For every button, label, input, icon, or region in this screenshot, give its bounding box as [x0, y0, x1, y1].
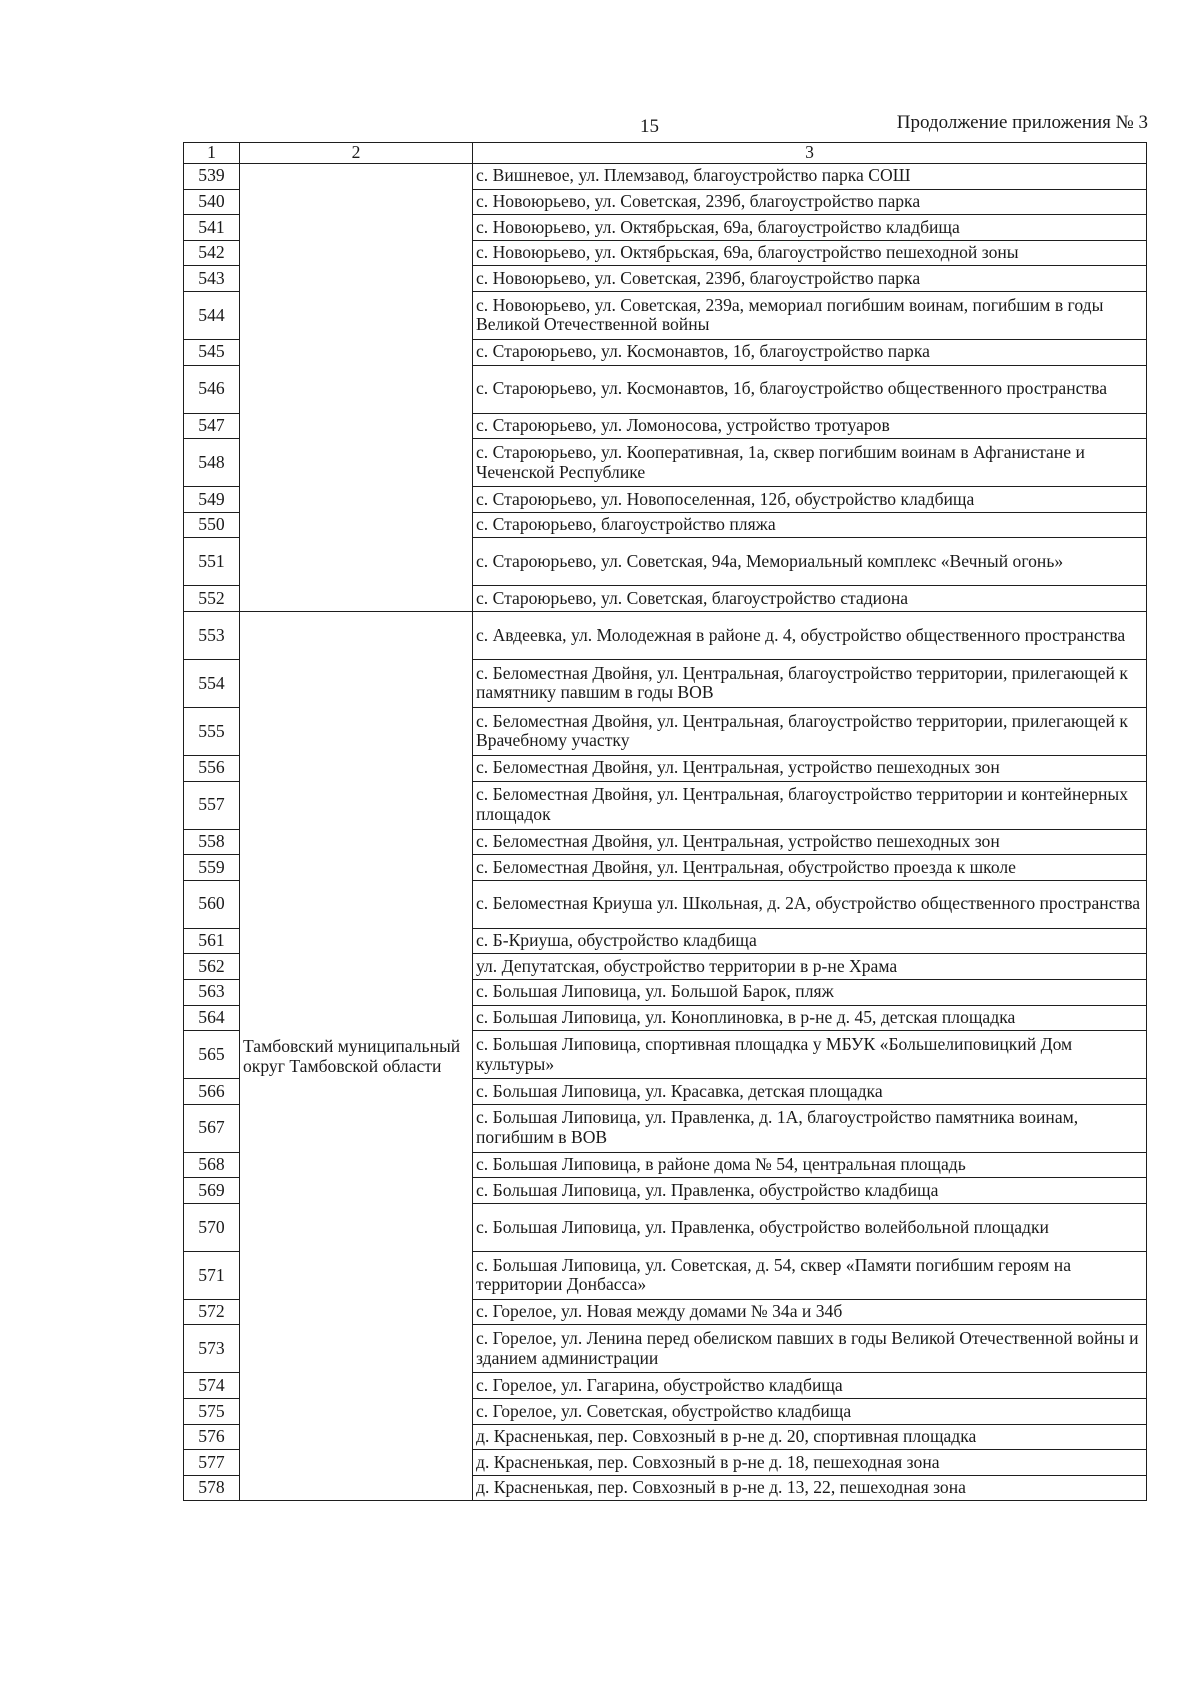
project-description: с. Горелое, ул. Ленина перед обелиском павших в годы Великой Отечественной войны и зданием администрации	[473, 1325, 1147, 1373]
row-number: 547	[184, 413, 240, 439]
project-description: с. Староюрьево, ул. Ломоносова, устройство тротуаров	[473, 413, 1147, 439]
project-description: с. Беломестная Двойня, ул. Центральная, обустройство проезда к школе	[473, 855, 1147, 881]
row-number: 557	[184, 781, 240, 829]
row-number: 558	[184, 829, 240, 855]
row-number: 571	[184, 1251, 240, 1299]
row-number: 555	[184, 707, 240, 755]
project-description: с. Большая Липовица, ул. Правленка, д. 1А, благоустройство памятника воинам, погибшим в ВОВ	[473, 1104, 1147, 1152]
project-description: с. Большая Липовица, ул. Правленка, обустройство волейбольной площадки	[473, 1203, 1147, 1251]
row-number: 578	[184, 1475, 240, 1501]
row-number: 550	[184, 512, 240, 538]
row-number: 544	[184, 291, 240, 339]
row-number: 541	[184, 215, 240, 241]
project-description: с. Староюрьево, ул. Новопоселенная, 12б, обустройство кладбища	[473, 487, 1147, 513]
project-description: ул. Депутатская, обустройство территории в р-не Храма	[473, 954, 1147, 980]
projects-table	[183, 142, 1147, 1501]
row-number: 548	[184, 439, 240, 487]
project-description: с. Большая Липовица, в районе дома № 54, центральная площадь	[473, 1152, 1147, 1178]
row-number: 542	[184, 240, 240, 266]
project-description: д. Красненькая, пер. Совхозный в р-не д. 13, 22, пешеходная зона	[473, 1475, 1147, 1501]
project-description: с. Беломестная Двойня, ул. Центральная, устройство пешеходных зон	[473, 829, 1147, 855]
row-number: 554	[184, 659, 240, 707]
project-description: с. Беломестная Двойня, ул. Центральная, благоустройство территории, прилегающей к памятнику павшим в годы ВОВ	[473, 659, 1147, 707]
table-row	[184, 611, 1147, 659]
row-number: 549	[184, 487, 240, 513]
row-number: 569	[184, 1178, 240, 1204]
row-number: 577	[184, 1450, 240, 1476]
project-description: с. Б-Криуша, обустройство кладбища	[473, 928, 1147, 954]
project-description: д. Красненькая, пер. Совхозный в р-не д. 18, пешеходная зона	[473, 1450, 1147, 1476]
project-description: с. Горелое, ул. Советская, обустройство кладбища	[473, 1399, 1147, 1425]
project-description: с. Большая Липовица, ул. Правленка, обустройство кладбища	[473, 1178, 1147, 1204]
project-description: с. Новоюрьево, ул. Советская, 239а, мемориал погибшим воинам, погибшим в годы Великой Отечественной войны	[473, 291, 1147, 339]
project-description: с. Большая Липовица, ул. Советская, д. 54, сквер «Памяти погибшим героям на территории Донбасса»	[473, 1251, 1147, 1299]
project-description: с. Староюрьево, ул. Советская, 94а, Мемориальный комплекс «Вечный огонь»	[473, 538, 1147, 586]
table-row	[184, 164, 1147, 190]
row-number: 574	[184, 1373, 240, 1399]
row-number: 567	[184, 1104, 240, 1152]
table-header	[184, 143, 1147, 164]
row-number: 564	[184, 1005, 240, 1031]
row-number: 562	[184, 954, 240, 980]
column-header-1: 1	[184, 143, 240, 164]
row-number: 575	[184, 1399, 240, 1425]
project-description: с. Большая Липовица, ул. Коноплиновка, в р-не д. 45, детская площадка	[473, 1005, 1147, 1031]
column-header-3: 3	[473, 143, 1147, 164]
project-description: с. Горелое, ул. Новая между домами № 34а и 34б	[473, 1299, 1147, 1325]
project-description: с. Новоюрьево, ул. Октябрьская, 69а, благоустройство кладбища	[473, 215, 1147, 241]
project-description: с. Новоюрьево, ул. Советская, 239б, благоустройство парка	[473, 266, 1147, 292]
row-number: 576	[184, 1424, 240, 1450]
project-description: с. Авдеевка, ул. Молодежная в районе д. 4, обустройство общественного пространства	[473, 611, 1147, 659]
row-number: 561	[184, 928, 240, 954]
row-number: 573	[184, 1325, 240, 1373]
page-number: 15	[640, 116, 659, 137]
project-description: с. Большая Липовица, ул. Большой Барок, пляж	[473, 979, 1147, 1005]
row-number: 539	[184, 164, 240, 190]
project-description: с. Староюрьево, ул. Советская, благоустройство стадиона	[473, 586, 1147, 612]
row-number: 553	[184, 611, 240, 659]
project-description: с. Староюрьево, благоустройство пляжа	[473, 512, 1147, 538]
project-description: с. Беломестная Двойня, ул. Центральная, устройство пешеходных зон	[473, 755, 1147, 781]
row-number: 546	[184, 365, 240, 413]
district-cell: Тамбовский муниципальный округ Тамбовской области	[240, 611, 473, 1501]
project-description: с. Вишневое, ул. Племзавод, благоустройство парка СОШ	[473, 164, 1147, 190]
row-number: 570	[184, 1203, 240, 1251]
project-description: с. Староюрьево, ул. Космонавтов, 1б, благоустройство парка	[473, 339, 1147, 365]
project-description: с. Беломестная Двойня, ул. Центральная, благоустройство территории и контейнерных площадок	[473, 781, 1147, 829]
row-number: 540	[184, 189, 240, 215]
row-number: 565	[184, 1031, 240, 1079]
project-description: с. Новоюрьево, ул. Октябрьская, 69а, благоустройство пешеходной зоны	[473, 240, 1147, 266]
column-header-2: 2	[240, 143, 473, 164]
project-description: д. Красненькая, пер. Совхозный в р-не д. 20, спортивная площадка	[473, 1424, 1147, 1450]
row-number: 566	[184, 1079, 240, 1105]
project-description: с. Беломестная Двойня, ул. Центральная, благоустройство территории, прилегающей к Врачебному участку	[473, 707, 1147, 755]
table-body	[184, 164, 1147, 1501]
row-number: 560	[184, 880, 240, 928]
row-number: 556	[184, 755, 240, 781]
row-number: 545	[184, 339, 240, 365]
project-description: с. Горелое, ул. Гагарина, обустройство кладбища	[473, 1373, 1147, 1399]
project-description: с. Большая Липовица, ул. Красавка, детская площадка	[473, 1079, 1147, 1105]
project-description: с. Староюрьево, ул. Космонавтов, 1б, благоустройство общественного пространства	[473, 365, 1147, 413]
row-number: 551	[184, 538, 240, 586]
row-number: 563	[184, 979, 240, 1005]
row-number: 552	[184, 586, 240, 612]
district-cell	[240, 164, 473, 612]
project-description: с. Большая Липовица, спортивная площадка у МБУК «Большелиповицкий Дом культуры»	[473, 1031, 1147, 1079]
row-number: 572	[184, 1299, 240, 1325]
appendix-continuation-label: Продолжение приложения № 3	[896, 112, 1148, 133]
project-description: с. Староюрьево, ул. Кооперативная, 1а, сквер погибшим воинам в Афганистане и Чеченской Республике	[473, 439, 1147, 487]
row-number: 559	[184, 855, 240, 881]
project-description: с. Беломестная Криуша ул. Школьная, д. 2А, обустройство общественного пространства	[473, 880, 1147, 928]
row-number: 568	[184, 1152, 240, 1178]
row-number: 543	[184, 266, 240, 292]
header-row	[184, 143, 1147, 164]
project-description: с. Новоюрьево, ул. Советская, 239б, благоустройство парка	[473, 189, 1147, 215]
